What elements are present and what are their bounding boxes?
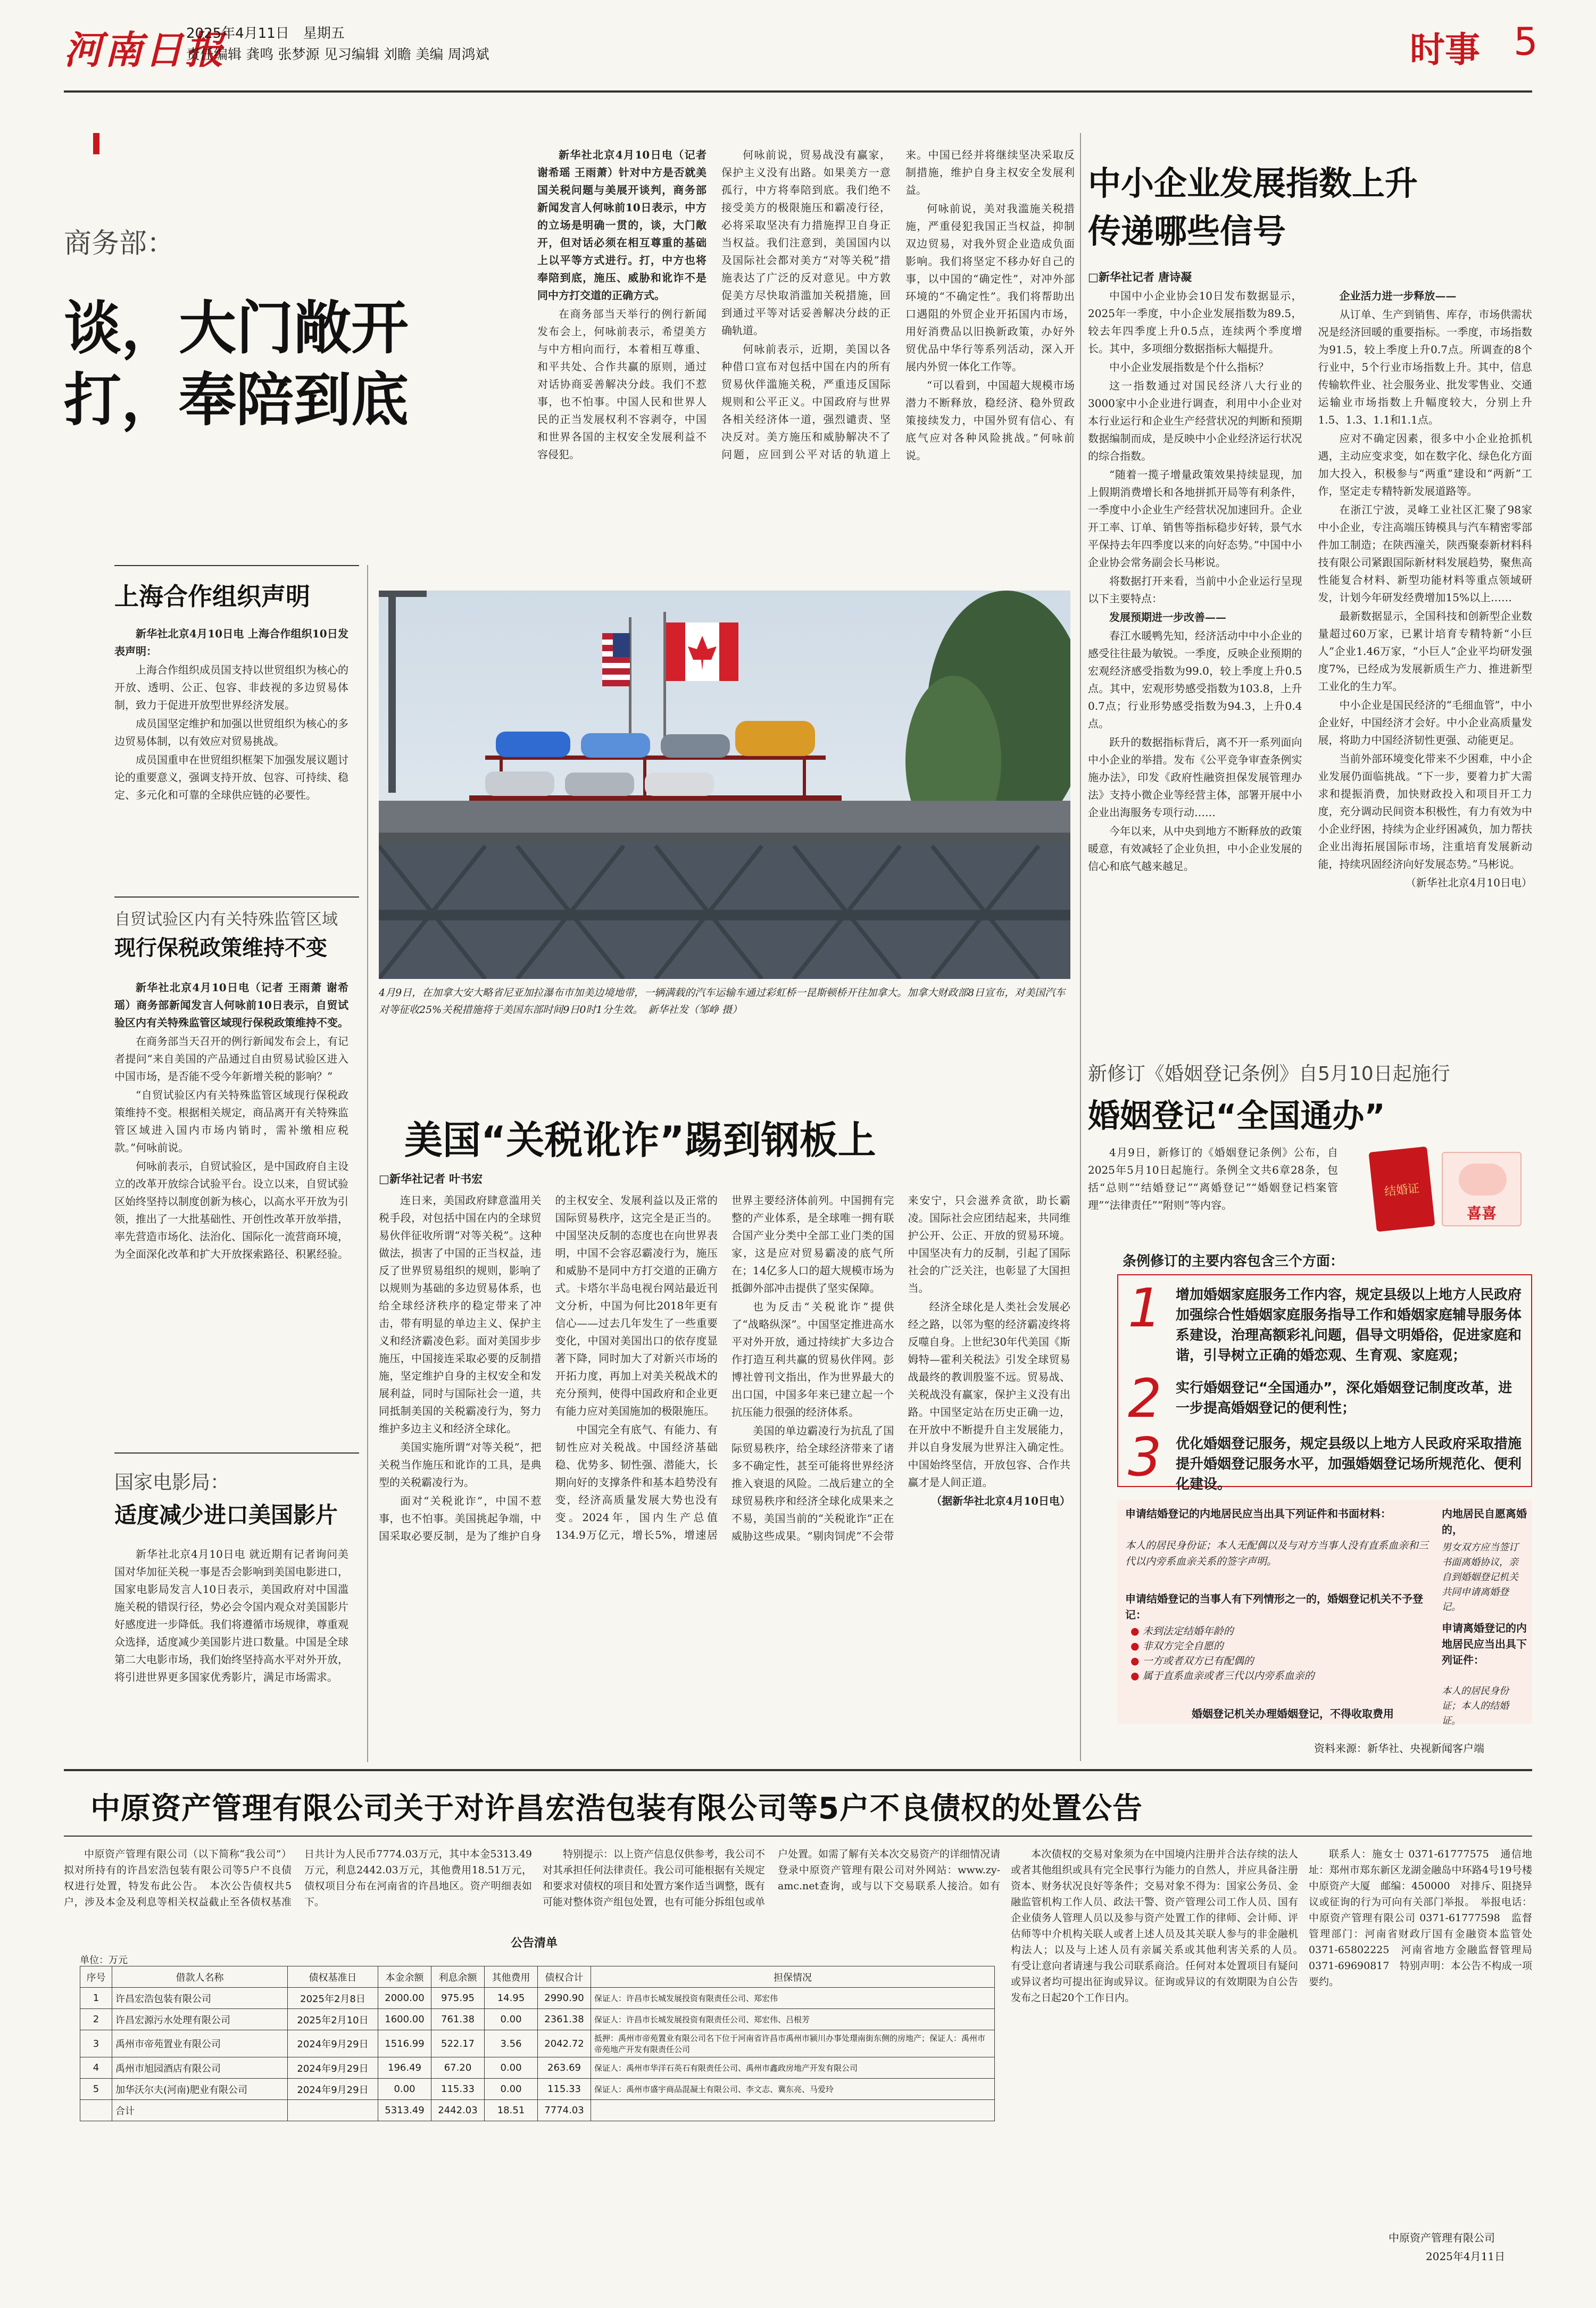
- col-header: 序号: [80, 1966, 112, 1988]
- story1-paragraph: 在商务部当天举行的例行新闻发布会上，何咏前表示，希望美方与中方相向而行，本着相互尊重、和平共处、合作共赢的原则，通过对话协商妥善解决分歧。我们不惹事，也不怕事。中国人民和世界人民的正当发展权利不容剥夺，中国和世界各国的主权安全发展利益不容侵犯。: [537, 308, 706, 461]
- box2-item: ● 非双方完全自愿的: [1130, 1640, 1224, 1652]
- table-row: [80, 2030, 995, 2057]
- story3-title: 现行保税政策维持不变: [114, 936, 327, 960]
- box3-text: 男女双方应当签订书面离婚协议，亲自到婚姻登记机关共同申请离婚登记。: [1442, 1542, 1518, 1613]
- table-cell: 许昌宏浩包装有限公司: [112, 1988, 288, 2009]
- story7-body: [1088, 1144, 1338, 1237]
- table-cell: 0.00: [485, 2009, 538, 2030]
- box2-title: 申请结婚登记的当事人有下列情形之一的，婚姻登记机关不予登记：: [1125, 1592, 1423, 1621]
- table-cell: 保证人：许昌市长城发展投资有限责任公司、郑宏伟、吕根芳: [591, 2009, 995, 2030]
- story6-body: [1088, 287, 1532, 1045]
- point-number: 3: [1128, 1426, 1162, 1488]
- ad-top-rule: [64, 1769, 1532, 1771]
- story6-paragraph: 今年以来，从中央到地方不断释放的政策暖意，有效减轻了企业负担，中小企业发展的信心和底气越来越足。: [1088, 825, 1302, 873]
- story5-paragraph: 连日来，美国政府肆意滥用关税手段，对包括中国在内的全球贸易伙伴征收所谓“对等关税”。这种做法，损害了中国的正当权益，违反了世界贸易组织的规则，影响了以规则为基础的多边贸易体系，也给全球经济秩序的稳定带来了冲击，带有明显的单边主义、保护主义和经济霸凌色彩。面对美国步步施压，中国接连采取必要的反制措施，坚定维护自身的主权安全和发展利益，同时与国际社会一道，共同抵制美国的关税霸凌行为，努力维护多边主义和经济全球化。: [379, 1194, 542, 1435]
- story2-body: [114, 625, 348, 873]
- table-cell: 0.00: [485, 2079, 538, 2100]
- story6-paragraph: 跃升的数据指标背后，离不开一系列面向中小企业的举措。发布《公平竞争审查条例实施办法》，印发《政府性融资担保发展管理办法》支持小微企业等经营主体，部署开展中小企业出海服务专项行动……: [1088, 736, 1302, 819]
- table-cell: 3.56: [485, 2030, 538, 2057]
- point-text: 优化婚姻登记服务，规定县级以上地方人民政府采取措施提升婚姻登记服务水平，加强婚姻登记场所规范化、便利化建设。: [1176, 1436, 1522, 1492]
- story5-paragraph: 美国的单边霸凌行为抗乱了国际贸易秩序，给全球经济带来了诸多不确定性，甚至可能将世界经济推入衰退的风险。二战后建立的全球贸易秩序和经济全球化成果来之不易，美国当前的“关税讹诈”正在威胁这些成果。“剔肉饲虎”不会带来安宁，只会滋养贪欲，助长霸凌。国际社会应团结起来，共同维护公开、公正、开放的贸易环境。中国坚决有力的反制，引起了国际社会的广泛关注，也彰显了大国担当。: [732, 1194, 1070, 1542]
- table-cell: 加华沃尔夫(河南)肥业有限公司: [112, 2079, 288, 2100]
- table-cell: 1: [80, 1988, 112, 2009]
- story5-body: [379, 1192, 1070, 1761]
- ad-col4: [1309, 1846, 1532, 2208]
- story2-paragraph: 新华社北京4月10日电 上海合作组织10日发表声明：: [114, 627, 348, 658]
- ad-paragraph: 本次债权的交易对象须为在中国境内注册并合法存续的法人或者其他组织或具有完全民事行为能力的自然人，并应具备注册资本、财务状况良好等条件；交易对象不得为：国家公务员、金融监管机构工作人员、政法干警、资产管理公司工作人员、国有企业债务人管理人员以及参与资产处置工作的律师、会计师、评估师等中介机构关联人或者上述人员及其关联人参与的非金融机构法人；以及与上述人员有亲属关系或其他利害关系的人员。 有受让意向者请速与我公司联系商洽。任何对本处置项目有疑问或异议者均可提出征询或异议。征询或异议的有效期限为自公告发布之日起20个工作日内。: [1011, 1848, 1298, 2004]
- table-cell: 0.00: [378, 2079, 431, 2100]
- story1-paragraph: 新华社北京4月10日电（记者 谢希瑶 王雨萧）针对中方是否就美国关税问题与美展开谈判，商务部新闻发言人何咏前10日表示，中方的立场是明确一贯的，谈，大门敞开，但对话必须在相互尊重的基础上以平等方式进行。打，中方也将奉陪到底，施压、威胁和讹诈不是同中方打交道的正确方式。: [537, 148, 706, 302]
- story1-title-line2: 打，奉陪到底: [64, 367, 409, 434]
- story6-paragraph: 从订单、生产到销售、库存，市场供需状况是经济回暖的重要指标。一季度，市场指数为91.5，较上季度上升0.7点。所调查的8个行业中，5个行业市场指数上升。其中，信息传输软件业、社会服务业、批发零售业、交通运输业市场指数上升幅度较大，分别上升1.5、1.3、1.1和1.1点。: [1318, 308, 1532, 426]
- box2-item: ● 一方或者双方已有配偶的: [1130, 1655, 1254, 1667]
- ad-date: 2025年4月11日: [1426, 2250, 1506, 2263]
- story6-signoff: （新华社北京4月10日电）: [1405, 876, 1532, 889]
- table-cell: 2000.00: [378, 1988, 431, 2009]
- column-divider: [1080, 133, 1081, 1761]
- table-cell: 0.00: [485, 2057, 538, 2079]
- ad-table-title: 公告清单: [511, 1937, 558, 1950]
- story7-source: 资料来源：新华社、央视新闻客户端: [1314, 1742, 1484, 1755]
- table-cell: 禹州市帝苑置业有限公司: [112, 2030, 288, 2057]
- story3-paragraph: “自贸试验区内有关特殊监管区域现行保税政策维持不变。根据相关规定，商品离开有关特殊监管区域进入国内市场内销时，需补缴相应税款。”何咏前说。: [114, 1089, 348, 1154]
- table-cell: 115.33: [538, 2079, 591, 2100]
- point-text: 增加婚姻家庭服务工作内容，规定县级以上地方人民政府加强综合性婚姻家庭服务指导工作和婚姻家庭辅导服务体系建设，治理高额彩礼问题，倡导文明婚俗，促进家庭和谐，引导树立正确的婚恋观、生育观、家庭观；: [1176, 1287, 1522, 1364]
- story6-paragraph: 中国中小企业协会10日发布数据显示，2025年一季度，中小企业发展指数为89.5，较去年四季度上升0.5点，连续两个季度增长。其中，多项细分数据指标大幅提升。: [1088, 289, 1302, 355]
- table-cell: 975.95: [431, 1988, 485, 2009]
- table-row: [80, 2009, 995, 2030]
- story7-paragraph: 4月9日，新修订的《婚姻登记条例》公布，自2025年5月10日起施行。条例全文共6章28条，包括“总则”“结婚登记”“离婚登记”“婚姻登记档案管理”“法律责任”“附则”等内容。: [1088, 1146, 1338, 1211]
- table-cell: 2: [80, 2009, 112, 2030]
- story6-paragraph: 企业活力进一步释放——: [1339, 289, 1457, 302]
- column-divider: [367, 565, 368, 1762]
- news-photo: [379, 591, 1070, 979]
- ad-table-unit: 单位：万元: [80, 1955, 128, 1966]
- story6-paragraph: 当前外部环境变化带来不少困难，中小企业发展仍面临挑战。“下一步，要着力扩大需求和提振消费，加快财政投入和项目开工力度，充分调动民间资本积极性，有力有效为中小企业纾困，持续为企业纾困减负，加力帮扶企业出海拓展国际市场，注重培育发展新动能，持续巩固经济向好发展态势。”马彬说。: [1318, 752, 1532, 870]
- table-cell: 67.20: [431, 2057, 485, 2079]
- col-header: 债权基准日: [288, 1966, 378, 1988]
- story5-title: 美国“关税讹诈”踢到钢板上: [404, 1118, 876, 1163]
- box3-title: 内地居民自愿离婚的，: [1442, 1507, 1527, 1536]
- story6-title-line1: 中小企业发展指数上升: [1088, 164, 1418, 203]
- point-number: 1: [1128, 1277, 1162, 1339]
- ad-title: 中原资产管理有限公司关于对许昌宏浩包装有限公司等5户不良债权的处置公告: [90, 1791, 1143, 1826]
- story5-paragraph: 美国实施所谓“对等关税”，把关税当作施压和讹诈的工具，是典型的关税霸凌行为。: [379, 1441, 542, 1489]
- col-header: 本金余额: [378, 1966, 431, 1988]
- table-cell: 禹州市旭园酒店有限公司: [112, 2057, 288, 2079]
- table-cell: 1516.99: [378, 2030, 431, 2057]
- story2-paragraph: 成员国重申在世贸组织框架下加强发展议题讨论的重要意义，强调支持开放、包容、可持续、稳定、多元化和可靠的全球供应链的必要性。: [114, 753, 348, 801]
- story5-paragraph: 也为反击“关税讹诈”提供了“战略纵深”。中国坚定推进高水平对外开放，通过持续扩大多边合作打造互利共赢的贸易伙伴网。彭博社曾刊文指出，作为世界最大的出口国，中国多年来已建立起一个抗压能力很强的经济体系。: [732, 1300, 894, 1418]
- box2-list: [1130, 1624, 1428, 1683]
- story1-accent-bar: [93, 133, 99, 154]
- ad-table: [80, 1966, 995, 2121]
- couple-icon: [1459, 1164, 1507, 1195]
- box2-item: ● 未到法定结婚年龄的: [1130, 1625, 1234, 1637]
- story6-paragraph: 应对不确定因素，很多中小企业抢抓机遇，主动应变求变，如在数字化、绿色化方面加大投入，积极参与“两重”建设和“两新”工作，坚定走专精特新发展道路等。: [1318, 432, 1532, 497]
- table-cell: 2025年2月10日: [288, 2009, 378, 2030]
- story1-paragraph: “可以看到，中国超大规模市场潜力不断释放，稳经济、稳外贸政策接续发力，中国外贸有信心、有底气应对各种风险挑战。”何咏前说。: [905, 379, 1075, 462]
- table-cell: [288, 2100, 378, 2121]
- story3-body: [114, 979, 348, 1437]
- story3-kicker: 自贸试验区内有关特殊监管区域: [114, 910, 338, 929]
- ad-paragraph: 特别提示：以上资产信息仅供参考，我公司不对其承担任何法律责任。我公司可能根据有关规定和要求对债权的项目和处置方案作适当调整，既有可能对整体资产组包处置，也有可能分拆组包或单户处置。如需了解有关本次交易资产的详细情况请登录中原资产管理有限公司对外网站：www.zy-amc.net查询，或与以下交易联系人接洽。如有: [543, 1848, 1000, 1908]
- story7-kicker: 新修订《婚姻登记条例》自5月10日起施行: [1088, 1063, 1450, 1085]
- table-cell: 抵押：禹州市帝苑置业有限公司名下位于河南省许昌市禹州市颍川办事处璟南街东侧的房地产；保证人：禹州市帝苑地产开发有限责任公司: [591, 2030, 995, 2057]
- story2-title: 上海合作组织声明: [114, 582, 310, 611]
- table-cell: 2024年9月29日: [288, 2079, 378, 2100]
- col-header: 担保情况: [591, 1966, 995, 1988]
- table-row: [80, 2100, 995, 2121]
- story5-paragraph: 经济全球化是人类社会发展必经之路，以邻为壑的经济霸凌终将反噬自身。上世纪30年代美国《斯姆特—霍利关税法》引发全球贸易战最终的教训殷鉴不远。贸易战、关税战没有赢家，保护主义没有出路。中国坚定站在历史正确一边，在开放中不断提升自主发展能力，并以自身发展为世界注入确定性。中国始终坚信，开放包容、合作共赢才是人间正道。: [908, 1300, 1070, 1489]
- story4-body: [114, 1546, 348, 1758]
- story6-paragraph: 在浙江宁波，灵峰工业社区汇聚了98家中小企业，专注高端压铸模具与汽车精密零部件加工制造；在陕西潼关，陕西聚泰新材料科技有限公司紧跟国际新材料发展趋势，聚焦高性能复合材料、新型功能材料等重点领域研发，计划今年研发经费增加15%以上……: [1318, 503, 1532, 604]
- table-row: [80, 2057, 995, 2079]
- table-row: [80, 1988, 995, 2009]
- story5-signoff: （据新华社北京4月10日电）: [931, 1495, 1070, 1507]
- story6-title-line2: 传递哪些信号: [1088, 212, 1286, 251]
- col-header: 其他费用: [485, 1966, 538, 1988]
- table-cell: 保证人：禹州市盛宇商品混凝土有限公司、李文志、冀东亮、马爱玲: [591, 2079, 995, 2100]
- table-cell: 4: [80, 2057, 112, 2079]
- certificate-label: 结婚证: [1384, 1182, 1420, 1199]
- story5-byline: □新华社记者 叶书宏: [379, 1173, 483, 1185]
- col-header: 借款人名称: [112, 1966, 288, 1988]
- section-name: 时事: [1410, 29, 1480, 70]
- story2-paragraph: 成员国坚定维护和加强以世贸组织为核心的多边贸易体制，以有效应对贸易挑战。: [114, 717, 348, 748]
- table-cell: 5313.49: [378, 2100, 431, 2121]
- table-cell: 2025年2月8日: [288, 1988, 378, 2009]
- masthead-logo: 河南日报: [64, 27, 226, 72]
- story7-points-title: 条例修订的主要内容包含三个方面：: [1123, 1253, 1344, 1269]
- box1-title: 申请结婚登记的内地居民应当出具下列证件和书面材料：: [1125, 1507, 1391, 1520]
- story1-paragraph: 何咏前说，贸易战没有赢家，保护主义没有出路。如果美方一意孤行，中方将奉陪到底。我们绝不接受美方的极限施压和霸凌行径，必将采取坚决有力措施捍卫自身正当权益。我们注意到，美国国内以及国际社会都对美方“对等关税”措施表达了广泛的反对意见。中方敦促美方尽快取消滥加关税措施，回到通过平等对话妥善解决分歧的正确轨道。: [721, 148, 891, 337]
- table-cell: 2361.38: [538, 2009, 591, 2030]
- page-number: 5: [1514, 19, 1538, 64]
- box2-item: ● 属于直系血亲或者三代以内旁系血亲的: [1130, 1670, 1315, 1682]
- story6-paragraph: 中小企业发展指数是个什么指标？: [1109, 361, 1269, 373]
- story1-kicker: 商务部：: [64, 228, 175, 260]
- box4-title: 申请离婚登记的内地居民应当出具下列证件：: [1442, 1622, 1527, 1666]
- story3-paragraph: 在商务部当天召开的例行新闻发布会上，有记者提问“来自美国的产品通过自由贸易试验区进入中国市场，是否能不受今年新增关税的影响？”: [114, 1035, 348, 1083]
- story3-paragraph: 何咏前表示，自贸试验区，是中国政府自主设立的改革开放综合试验平台。设立以来，自贸试验区始终坚持以制度创新为核心，以高水平开放为引领，推出了一大批基础性、开创性改革开放举措，率先营造市场化、法治化、国际化一流营商环境，为全面深化改革和扩大开放探索路径、积累经验。: [114, 1160, 348, 1260]
- table-cell: 761.38: [431, 2009, 485, 2030]
- ad-signature: 中原资产管理有限公司: [1389, 2231, 1495, 2244]
- table-cell: 7774.03: [538, 2100, 591, 2121]
- ad-table-header: [80, 1966, 995, 1988]
- table-cell: 2042.72: [538, 2030, 591, 2057]
- table-cell: 5: [80, 2079, 112, 2100]
- table-cell: 许昌宏源污水处理有限公司: [112, 2009, 288, 2030]
- table-cell: 3: [80, 2030, 112, 2057]
- story6-byline: □新华社记者 唐诗凝: [1088, 271, 1192, 284]
- table-cell: 合计: [112, 2100, 288, 2121]
- ad-paragraph: 中原资产管理有限公司（以下简称“我公司”）拟对所持有的许昌宏浩包装有限公司等5户不良债权进行处置，特发布此公告。 本次公告债权共5户，涉及本金及利息等相关权益截止至各债权基准日共计为人民币7774.03万元，其中本金5313.49万元，利息2442.03万元，其他费用18.51万元，债权项目分布在河南省的许昌地区。资产明细表如下。: [64, 1848, 532, 1908]
- story7-title: 婚姻登记“全国通办”: [1088, 1098, 1385, 1135]
- car-carrier-photo: [379, 591, 1070, 979]
- table-cell: 196.49: [378, 2057, 431, 2079]
- table-cell: [80, 2100, 112, 2121]
- col-header: 利息余额: [431, 1966, 485, 1988]
- box5-note: 婚姻登记机关办理婚姻登记，不得收取费用: [1192, 1707, 1394, 1720]
- table-cell: 263.69: [538, 2057, 591, 2079]
- point-number: 2: [1128, 1367, 1162, 1430]
- story1-paragraph: 何咏前表示，近期，美国以各种借口宣布对包括中国在内的所有贸易伙伴滥施关税，严重违反国际规则和公平正义。中国政府与世界各相关经济体一道，强烈谴责、坚决反对。美方施压和威胁解决不了问题，应回到公平对话的轨道上来。中国已经并将继续坚决采取反制措施，维护自身主权安全发展利益。: [721, 148, 1075, 461]
- certificate-stamp: 喜喜: [1467, 1205, 1497, 1222]
- box1-text: 本人的居民身份证；本人无配偶以及与对方当事人没有直系血亲和三代以内旁系血亲关系的签字声明。: [1125, 1540, 1429, 1567]
- table-cell: 保证人：禹州市华洋石英石有限责任公司、禹州市鑫政房地产开发有限公司: [591, 2057, 995, 2079]
- table-row: [80, 2079, 995, 2100]
- story5-paragraph: 面对“关税讹诈”，中国不惹事，也不怕事。美国挑起争端，中国采取必要反制，是为了维护自身的主权安全、发展利益以及正常的国际贸易秩序，这完全是正当的。中国坚决反制的态度也在向世界表明，中国不会容忍霸凌行为，施压和威胁不是同中方打交道的正确方式。卡塔尔半岛电视台网站最近刊文分析，中国为何比2018年更有信心——过去几年发生了一些重要变化，中国对美国出口的依存度显著下降，同时加大了对新兴市场的开拓力度，再加上对美关税战术的充分预判，使得中国政府和企业更有能力应对美国施加的极限施压。: [379, 1194, 718, 1542]
- header-editors: 责任编辑 龚鸣 张梦源 见习编辑 刘瞻 美编 周鸿斌: [186, 47, 489, 63]
- story5-paragraph: 中国完全有底气、有能力、有韧性应对关税战。中国经济基础稳、优势多、韧性强、潜能大，长期向好的支撑条件和基本趋势没有变，经济高质量发展大势也没有变。2024年，国内生产总值134.9万亿元，增长5%，增速居世界主要经济体前列。中国拥有完整的产业体系，是全球唯一拥有联合国产业分类中全部工业门类的国家，这是应对贸易霸凌的底气所在；14亿多人口的超大规模市场为抵御外部冲击提供了坚实保障。: [555, 1194, 894, 1541]
- ad-col2: [543, 1846, 1000, 1921]
- story1-body: [537, 146, 1075, 583]
- story6-paragraph: 发展预期进一步改善——: [1109, 611, 1226, 624]
- ad-col1: [64, 1846, 532, 1921]
- story1-paragraph: 何咏前说，美对我滥施关税措施，严重侵犯我国正当权益，抑制双边贸易，对我外贸企业造成负面影响。我们将坚定不移办好自己的事，以中国的“确定性”，对冲外部环境的“不确定性”。我们将帮助出口遇阻的外贸企业开拓国内市场，用好消费品以旧换新政策，办好外贸优品中华行等系列活动，深入开展内外贸一体化工作等。: [905, 202, 1075, 373]
- story3-rule: [114, 896, 359, 898]
- story3-paragraph: 新华社北京4月10日电（记者 王雨萧 谢希瑶）商务部新闻发言人何咏前10日表示，自贸试验区内有关特殊监管区域现行保税政策维持不变。: [114, 981, 348, 1029]
- story4-paragraph: 新华社北京4月10日电 就近期有记者询问美国对华加征关税一事是否会影响到美国电影进口，国家电影局发言人10日表示，美国政府对中国滥施关税的错误行径，势必会令国内观众对美国影片好感度进一步降低。我们将遵循市场规律，尊重观众选择，适度减少美国影片进口数量。中国是全球第二大电影市场，我们始终坚持高水平对外开放，将引进世界更多国家优秀影片，满足市场需求。: [114, 1548, 348, 1683]
- story4-kicker: 国家电影局：: [114, 1472, 230, 1493]
- header-rule: [64, 90, 1532, 93]
- table-cell: 18.51: [485, 2100, 538, 2121]
- story2-paragraph: 上海合作组织成员国支持以世贸组织为核心的开放、透明、公正、包容、非歧视的多边贸易体制，致力于促进开放型世界经济发展。: [114, 663, 348, 711]
- story2-rule: [114, 565, 359, 566]
- col-header: 债权合计: [538, 1966, 591, 1988]
- marriage-certificate-illustration: [1351, 1144, 1532, 1240]
- story6-paragraph: 最新数据显示，全国科技和创新型企业数量超过60万家，已累计培育专精特新“小巨人”企业1.46万家，“小巨人”企业平均研发强度7%，已经成为发展新质生产力、推进新型工业化的生力军。: [1318, 610, 1532, 693]
- story6-paragraph: 中小企业是国民经济的“毛细血管”，中小企业好，中国经济才会好。中小企业高质量发展，将助力中国经济韧性更强、动能更足。: [1318, 699, 1532, 746]
- story6-paragraph: “随着一揽子增量政策效果持续显现，加上假期消费增长和各地拼抓开局等有利条件，一季度中小企业生产经营状况加速回升。企业开工率、订单、销售等指标稳步好转，景气水平保持去年四季度以来的向好态势。”中国中小企业协会常务副会长马彬说。: [1088, 468, 1302, 569]
- story1-title-line1: 谈，大门敞开: [64, 295, 409, 362]
- table-cell: 2990.90: [538, 1988, 591, 2009]
- header-date: 2025年4月11日 星期五: [186, 26, 345, 41]
- story4-rule: [114, 1452, 359, 1454]
- photo-caption: 4月9日，在加拿大安大略省尼亚加拉瀑布市加美边境地带，一辆满载的汽车运输车通过彩虹桥一昆斯顿桥开往加拿大。加拿大财政部8日宣布，对美国汽车对等征收25%关税措施将于美国东部时间9日0时1分生效。 新华社发（邹峥 摄）: [379, 987, 1066, 1016]
- table-cell: 522.17: [431, 2030, 485, 2057]
- point-text: 实行婚姻登记“全国通办”，深化婚姻登记制度改革，进一步提高婚姻登记的便利性；: [1176, 1380, 1512, 1416]
- table-cell: 2024年9月29日: [288, 2057, 378, 2079]
- table-cell: 115.33: [431, 2079, 485, 2100]
- box4-text: 本人的居民身份证；本人的结婚证。: [1442, 1686, 1509, 1726]
- table-cell: 2024年9月29日: [288, 2030, 378, 2057]
- table-cell: 2442.03: [431, 2100, 485, 2121]
- table-cell: 保证人：许昌市长城发展投资有限责任公司、郑宏伟: [591, 1988, 995, 2009]
- story6-paragraph: 春江水暖鸭先知，经济活动中中小企业的感受往往最为敏锐。一季度，反映企业预期的宏观经济感受指数为99.0，较上季度上升0.5点。其中，宏观形势感受指数为103.8，上升0.7点；行业形势感受指数为94.3，上升0.4点。: [1088, 629, 1302, 730]
- story4-title: 适度减少进口美国影片: [114, 1502, 338, 1528]
- table-cell: [591, 2100, 995, 2121]
- table-cell: 1600.00: [378, 2009, 431, 2030]
- ad-col3: [1011, 1846, 1298, 2272]
- story6-paragraph: 这一指数通过对国民经济八大行业的3000家中小企业进行调查，利用中小企业对本行业运行和企业生产经营状况的判断和预期数据编制而成，是反映中小企业经济运行状况的综合指数。: [1088, 379, 1302, 462]
- story6-paragraph: 将数据打开来看，当前中小企业运行呈现以下主要特点：: [1088, 575, 1302, 605]
- ad-paragraph: 联系人：施女士 0371-61777575 通信地址：郑州市郑东新区龙湖金融岛中环路4号19号楼中原资产大厦 邮编：450000 对排斥、阻挠异议或征询的行为可向有关部门举报。 举报电话：中原资产管理有限公司 0371-61777598 监督管理部门：河南省财政厅国有金融资本监管处 0371-65802225 河南省地方金融监督管理局 0371-69690817 特别声明：本公告不构成一项要约。: [1309, 1848, 1532, 1988]
- table-cell: 14.95: [485, 1988, 538, 2009]
- ad-title-rule: [64, 1836, 1532, 1837]
